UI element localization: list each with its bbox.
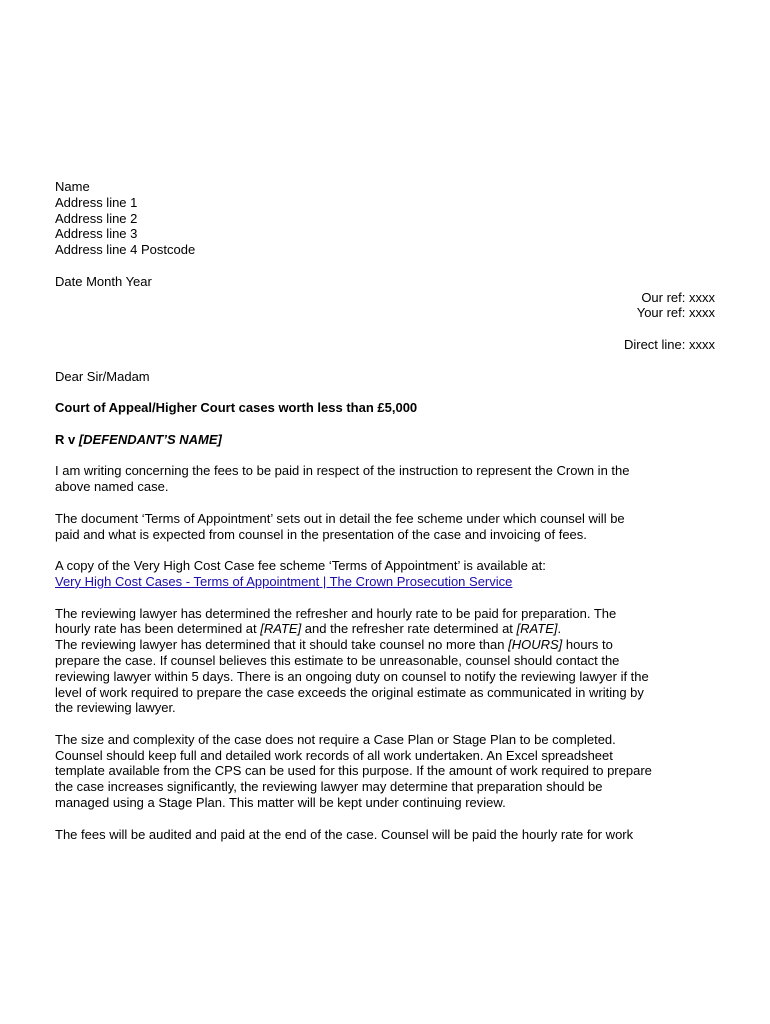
paragraph-line: the reviewing lawyer. — [55, 700, 176, 716]
address-line-1: Address line 1 — [55, 194, 138, 210]
text-run: . — [557, 621, 562, 637]
paragraph-line: The fees will be audited and paid at the end of the case. Counsel will be paid the hourly rate for work — [55, 826, 634, 842]
recipient-address-block — [55, 179, 715, 258]
direct-line: Direct line: xxxx — [623, 336, 715, 352]
paragraph-line: A copy of the Very High Cost Case fee scheme ‘Terms of Appointment’ is available at: — [55, 558, 546, 574]
paragraph-line: the case increases significantly, the reviewing lawyer may determine that preparation should be — [55, 779, 603, 795]
subject-heading: Court of Appeal/Higher Court cases worth less than £5,000 — [55, 400, 418, 416]
our-reference: Our ref: xxxx — [641, 289, 715, 305]
address-line-2: Address line 2 — [55, 210, 138, 226]
text-run: hours to — [562, 637, 613, 653]
paragraph-case-plan — [55, 732, 715, 811]
your-reference: Your ref: xxxx — [636, 305, 715, 321]
letter-date: Date Month Year — [55, 273, 152, 289]
text-run: The reviewing lawyer has determined that it should take counsel no more than — [55, 637, 509, 653]
paragraph-line: Counsel should keep full and detailed work records of all work undertaken. An Excel spreadsheet — [55, 747, 613, 763]
address-line-3: Address line 3 — [55, 226, 138, 242]
paragraph-line: reviewing lawyer within 5 days. There is an ongoing duty on counsel to notify the reviewing lawyer if the — [55, 668, 649, 684]
terms-of-appointment-link[interactable]: Very High Cost Cases - Terms of Appointment | The Crown Prosecution Service — [55, 573, 513, 589]
hours-placeholder: [HOURS] — [508, 637, 563, 653]
paragraph-instruction — [55, 463, 715, 495]
paragraph-line: I am writing concerning the fees to be paid in respect of the instruction to represent the Crown in the — [55, 463, 630, 479]
paragraph-line: level of work required to prepare the case exceeds the original estimate as communicated in writing by — [55, 684, 644, 700]
paragraph-rates — [55, 606, 715, 717]
paragraph-line: The reviewing lawyer has determined the refresher and hourly rate to be paid for preparation. The — [55, 605, 617, 621]
address-line-4: Address line 4 Postcode — [55, 242, 196, 258]
paragraph-terms-of-appointment — [55, 511, 715, 543]
reference-block — [55, 290, 715, 353]
defendant-name-placeholder: [DEFENDANT’S NAME] — [78, 431, 222, 447]
paragraph-fee-scheme-link — [55, 558, 715, 590]
text-run: hourly rate has been determined at — [55, 621, 261, 637]
paragraph-line: template available from the CPS can be used for this purpose. If the amount of work required to prepare — [55, 763, 652, 779]
letter-body — [55, 179, 715, 842]
salutation: Dear Sir/Madam — [55, 368, 150, 384]
paragraph-line: The document ‘Terms of Appointment’ sets out in detail the fee scheme under which counsel will be — [55, 510, 625, 526]
paragraph-line: above named case. — [55, 479, 169, 495]
paragraph-line: managed using a Stage Plan. This matter will be kept under continuing review. — [55, 795, 506, 811]
case-title-prefix: R v — [55, 431, 79, 447]
paragraph-line: prepare the case. If counsel believes this estimate to be unreasonable, counsel should contact the — [55, 652, 620, 668]
paragraph-line — [55, 637, 715, 653]
rate-placeholder: [RATE] — [260, 621, 302, 637]
refresher-rate-placeholder: [RATE] — [516, 621, 558, 637]
case-title — [55, 432, 715, 448]
paragraph-line: The size and complexity of the case does not require a Case Plan or Stage Plan to be completed. — [55, 731, 616, 747]
paragraph-fees-audit — [55, 827, 715, 843]
link-line — [55, 574, 715, 590]
recipient-name: Name — [55, 179, 90, 194]
paragraph-line — [55, 621, 715, 637]
paragraph-line: paid and what is expected from counsel in the presentation of the case and invoicing of fees. — [55, 526, 587, 542]
text-run: and the refresher rate determined at — [301, 621, 517, 637]
